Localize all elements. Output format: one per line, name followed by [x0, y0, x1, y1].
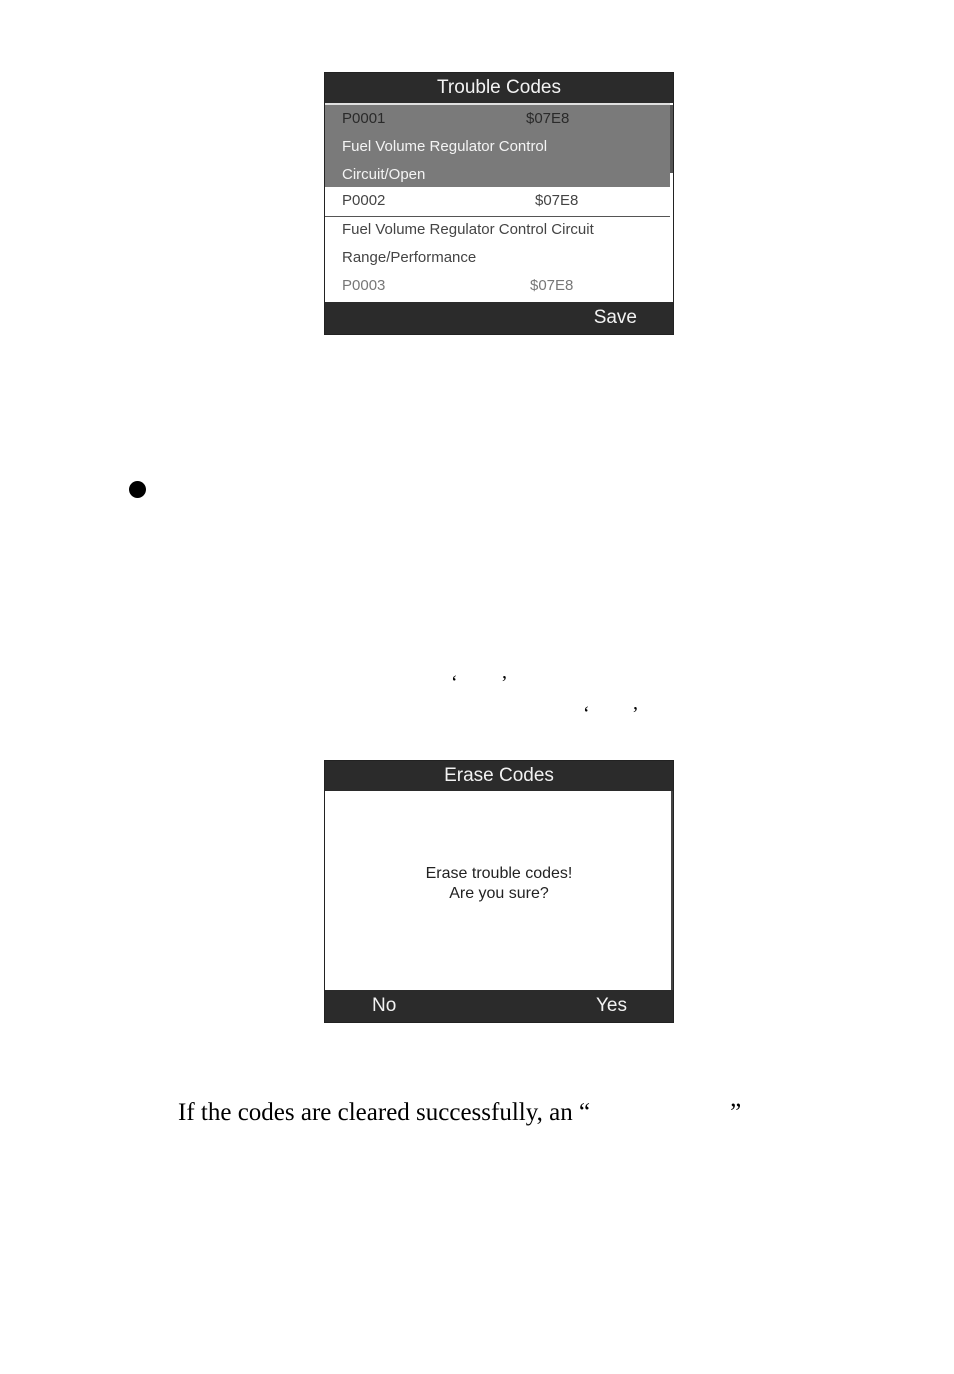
erase-codes-footer: [325, 990, 673, 1022]
list-scrollbar[interactable]: [670, 105, 673, 173]
code-address: $07E8: [526, 110, 570, 127]
trouble-codes-screen: [324, 72, 674, 335]
quote-mark: ’: [501, 672, 508, 694]
code-row-p0001: [325, 105, 670, 133]
code-description-line: [325, 216, 670, 244]
message-line: Erase trouble codes!: [425, 865, 573, 882]
trouble-code-list[interactable]: [325, 103, 673, 303]
code-row-p0002[interactable]: [325, 187, 670, 215]
body-text: If the codes are cleared successfully, an “: [178, 1099, 591, 1126]
message-line: Are you sure?: [449, 885, 549, 902]
description-text: Fuel Volume Regulator Control: [342, 138, 548, 155]
code-row-p0003[interactable]: [325, 272, 670, 300]
code-description-line: [325, 161, 670, 189]
trouble-codes-footer: [325, 302, 673, 334]
code-description-line: [325, 133, 670, 161]
erase-confirm-message: [325, 864, 673, 904]
erase-codes-title: Erase Codes: [325, 761, 673, 791]
quote-mark: ’: [632, 703, 639, 725]
bullet-point: [129, 481, 146, 498]
yes-button[interactable]: Yes: [596, 995, 627, 1016]
body-paragraph: [178, 1099, 741, 1127]
closing-quote: ”: [730, 1099, 742, 1126]
code-description-line: [325, 244, 670, 272]
code-address: $07E8: [530, 277, 574, 294]
trouble-codes-title: Trouble Codes: [325, 73, 673, 103]
no-button[interactable]: No: [372, 995, 397, 1016]
code-number: P0001: [342, 110, 386, 127]
selected-code-item[interactable]: [325, 105, 670, 187]
quote-mark: ‘: [583, 703, 590, 725]
description-text: Circuit/Open: [342, 166, 426, 183]
save-button[interactable]: Save: [593, 307, 637, 328]
code-number: P0003: [342, 277, 386, 294]
description-text: Fuel Volume Regulator Control Circuit: [342, 221, 594, 238]
quote-mark: ‘: [451, 672, 458, 694]
description-text: Range/Performance: [342, 249, 477, 266]
erase-codes-screen: [324, 760, 674, 1023]
code-address: $07E8: [535, 192, 579, 209]
code-number: P0002: [342, 192, 386, 209]
